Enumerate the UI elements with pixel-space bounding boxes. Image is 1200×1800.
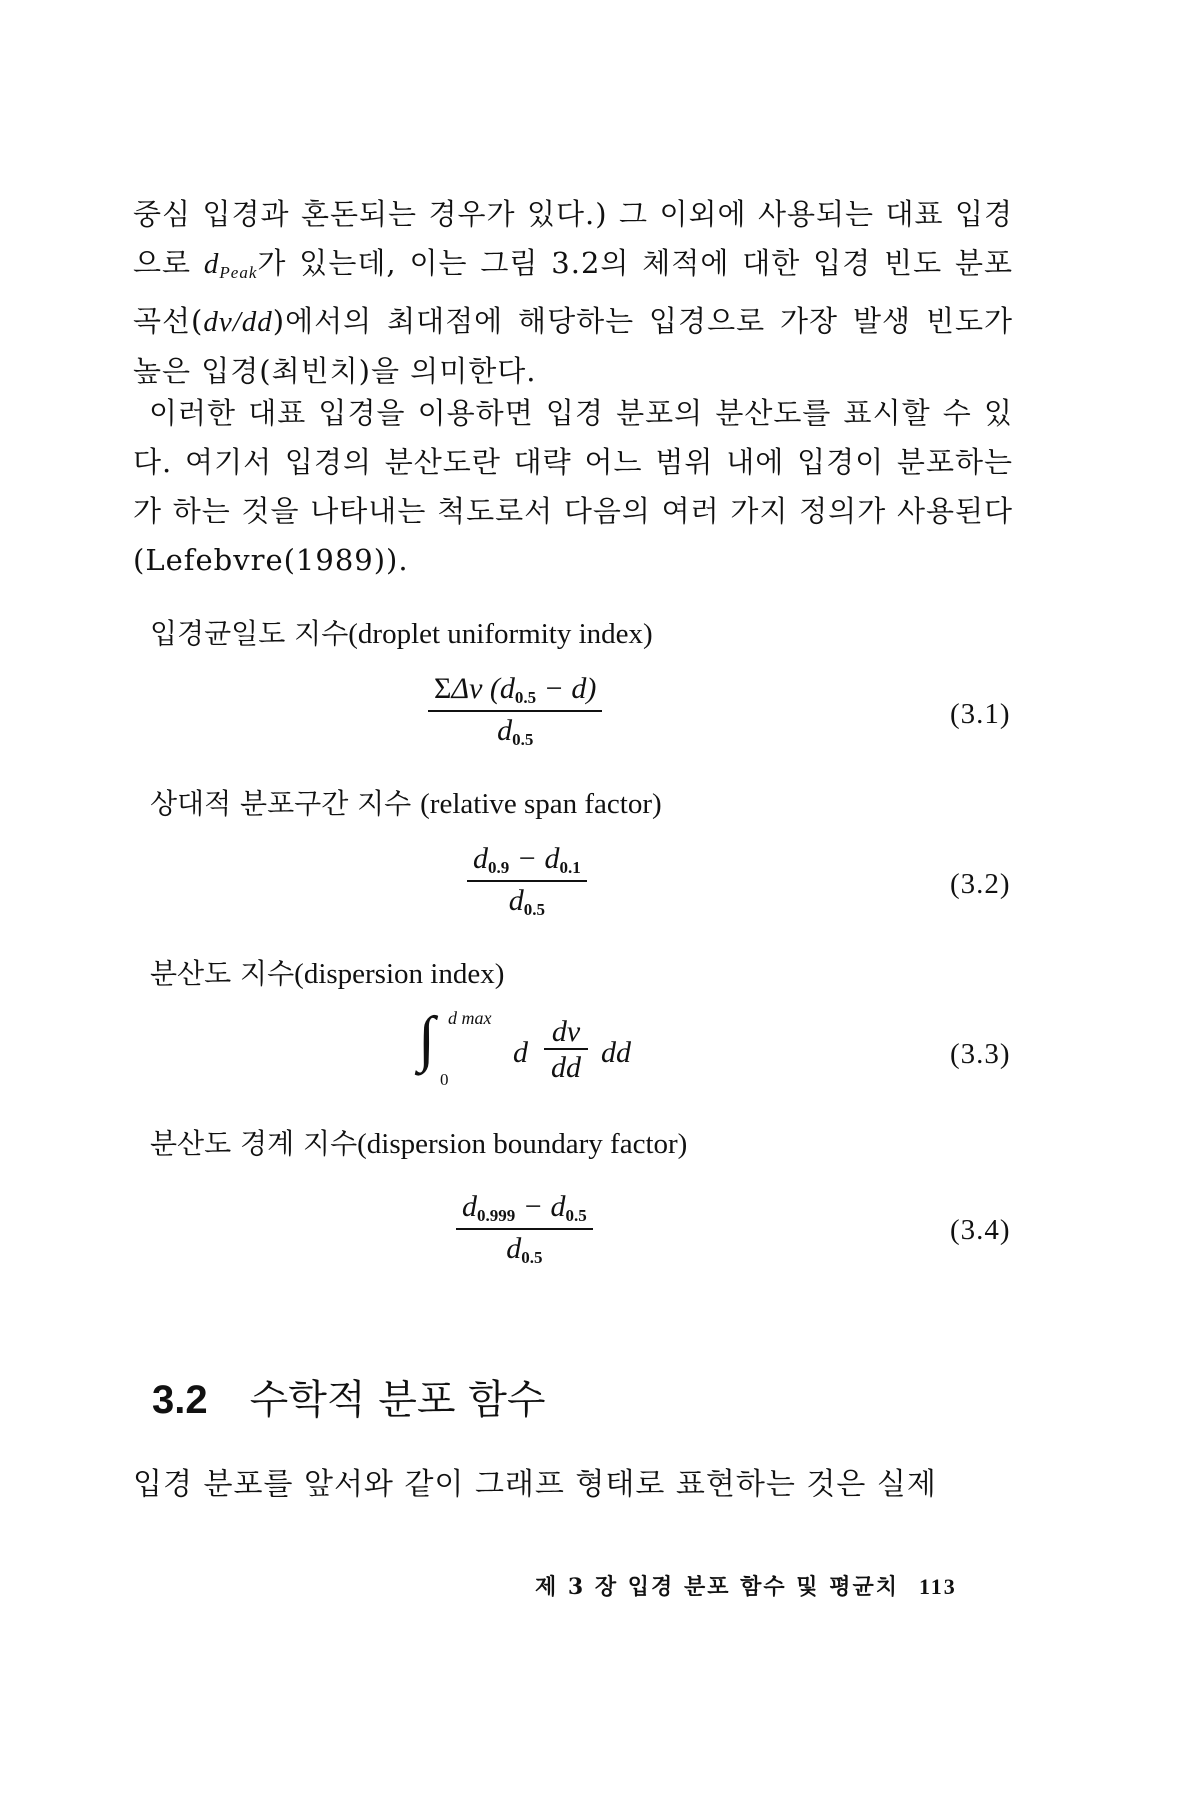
equation-3-1 [428,672,602,750]
frac-denominator: dd [551,1051,581,1084]
label-ko: 분산도 지수 [150,957,295,990]
label-ko: 입경균일도 지수 [150,617,349,650]
label-en: (dispersion index) [294,958,505,990]
equation-number: (3.3) [950,1038,1011,1070]
label-en: (relative span factor) [420,788,662,820]
frac-numerator: dv [544,1016,588,1050]
integrand-d: d [513,1036,528,1069]
numerator: $d_{0.9} - d_{0.1}$ [467,842,587,882]
equation-label-span [150,782,662,822]
paragraph1-text-c: )에서의 최대점에 해당하는 입경으로 가장 발생 빈도가 높은 입경(최빈치)을 의미한다. [133,304,1013,388]
integral-lower-limit: 0 [440,1070,449,1089]
running-chapter-title: 제 3 장 입경 분포 함수 및 평균치 [535,1574,899,1600]
label-ko: 상대적 분포구간 지수 [150,787,412,820]
denominator: $d_{0.5}$ [497,714,534,749]
paragraph-graph-representation: 입경 분포를 앞서와 같이 그래프 형태로 표현하는 것은 실제 [133,1467,937,1502]
section-heading [152,1368,546,1425]
label-ko: 분산도 경계 지수 [150,1127,358,1160]
numerator: ΣΔv $(d_{0.5} - d)$ [428,672,602,712]
d-peak-symbol: $d_{Peak}$ [203,248,258,282]
equation-label-uniformity [150,612,653,652]
paragraph-representative-diameter [133,190,1013,396]
denominator: $d_{0.5}$ [506,1232,543,1267]
label-en: (droplet uniformity index) [348,618,653,650]
equation-number: (3.4) [950,1214,1011,1246]
equation-3-3 [418,1005,718,1110]
label-en: (dispersion boundary factor) [357,1128,688,1160]
page-footer [535,1570,957,1601]
integral-upper-limit: d max [448,1008,492,1028]
curve-symbol: dv/dd [203,306,273,338]
equation-number: (3.2) [950,868,1011,900]
section-title: 수학적 분포 함수 [249,1377,546,1423]
integrand-dd: dd [601,1036,631,1069]
equation-label-boundary [150,1122,687,1162]
denominator: $d_{0.5}$ [508,884,545,919]
paragraph1-text-b: 가 있는데, 이는 그림 3.2의 체적에 대한 입경 빈도 분포 곡선( [133,246,1013,338]
equation-3-2 [467,842,587,920]
equation-number: (3.1) [950,698,1011,730]
d-peak-subscript: Peak [219,263,258,282]
equation-3-4 [456,1190,593,1268]
section-number: 3.2 [152,1378,208,1422]
page-number: 113 [918,1574,957,1599]
equation-label-dispersion [150,952,504,992]
paragraph-dispersion-intro: 이러한 대표 입경을 이용하면 입경 분포의 분산도를 표시할 수 있다. 여기서 입경의 분산도란 대략 어느 범위 내에 입경이 분포하는가 하는 것을 나타내는 척도로서 다음의 여러 가지 정의가 사용된다(Lefebvre(1989)). [133,396,1013,577]
integral-sign: ∫ [418,1005,435,1073]
paragraph1-text-a: 중심 입경과 혼돈되는 경우가 있다.) 그 이외에 사용되는 대표 입경으로 [133,197,1013,280]
numerator: $d_{0.999} - d_{0.5}$ [456,1190,593,1230]
